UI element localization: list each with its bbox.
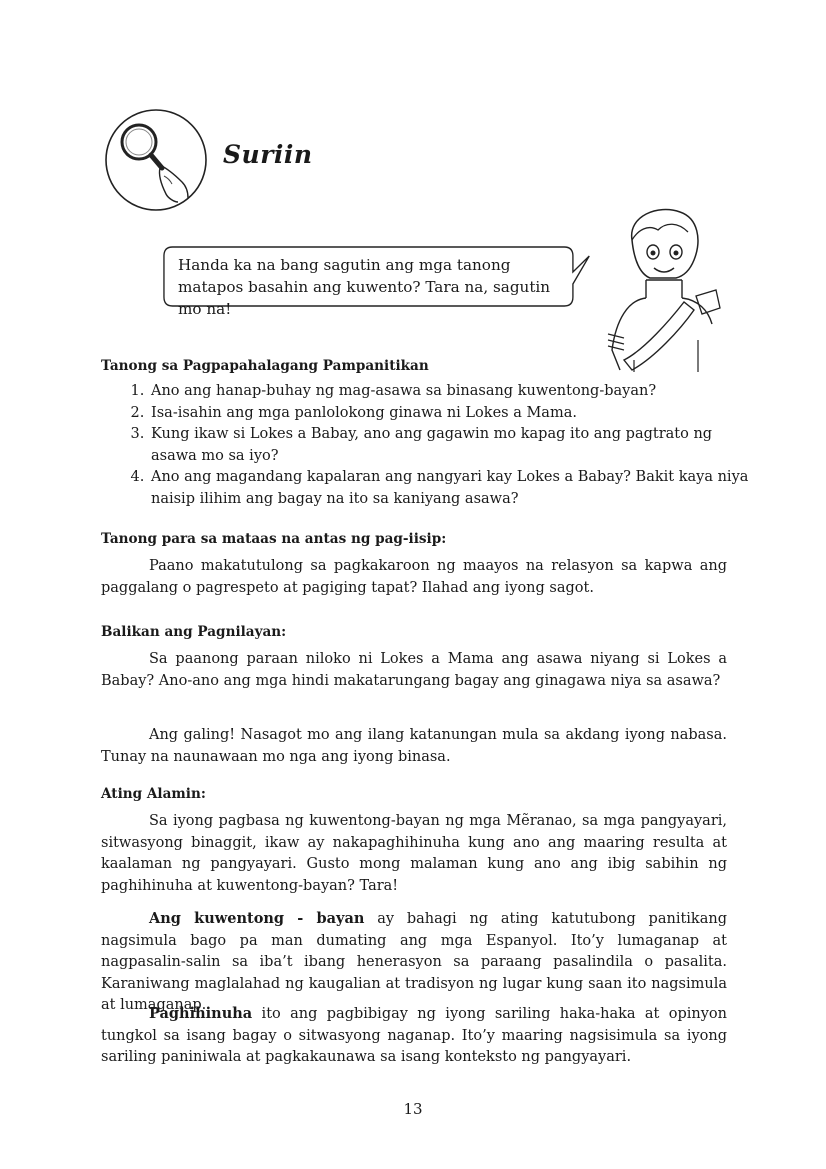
- question-item: 3. Kung ikaw si Lokes a Babay, ano ang gagawin mo kapag ito ang pagtrato ng asawa mo sa iyo?: [149, 424, 759, 467]
- section-heading-mataas: Tanong para sa mataas na antas ng pag-iisip:: [101, 531, 447, 547]
- paragraph-text: Sa iyong pagbasa ng kuwentong-bayan ng mga Mẽranao, sa mga pangyayari, sitwasyong binaggit, ikaw ay nakapaghihinuha kung ano ang maaring resulta at kaalaman ng pangyayari. Gusto mong malaman kung ano ang ibig sabihin ng paghihinuha at kuwentong-bayan? Tara!: [101, 813, 727, 894]
- section-heading-balikan: Balikan ang Pagnilayan:: [101, 624, 287, 640]
- paragraph-balikan-1: [101, 649, 727, 692]
- definition-paghihinuha: ito ang pagbibigay ng iyong sariling haka-haka at opinyon tungkol sa isang bagay o sitwasyong naganap. Ito’y maaring nagsisimula sa iyong sariling paniniwala at pagkakaunawa sa isang konteksto ng pangyayari.: [101, 1006, 727, 1065]
- paragraph-balikan-2: [101, 725, 727, 768]
- paragraph-paghihinuha: [101, 1003, 727, 1069]
- term-kuwentong-bayan: Ang kuwentong - bayan: [149, 910, 365, 927]
- page-number: 13: [403, 1100, 423, 1118]
- question-item: 4. Ano ang magandang kapalaran ang nangyari kay Lokes a Babay? Bakit kaya niya naisip ilihim ang bagay na ito sa kaniyang asawa?: [149, 467, 759, 510]
- question-item: 2. Isa-isahin ang mga panlolokong ginawa ni Lokes a Mama.: [149, 403, 759, 425]
- boy-character-icon: [598, 200, 728, 372]
- section-heading-alamin: Ating Alamin:: [101, 786, 206, 802]
- magnifying-glass-icon: [104, 108, 208, 212]
- section-title: Suriin: [223, 140, 313, 169]
- question-item: 1. Ano ang hanap-buhay ng mag-asawa sa binasang kuwentong-bayan?: [149, 381, 759, 403]
- term-paghihinuha: Paghihinuha: [149, 1005, 253, 1022]
- paragraph-text: Paano makatutulong sa pagkakaroon ng maayos na relasyon sa kapwa ang paggalang o pagrespeto at pagiging tapat? Ilahad ang iyong sagot.: [101, 558, 727, 596]
- paragraph-mataas: [101, 556, 727, 599]
- paragraph-text: Sa paanong paraan niloko ni Lokes a Mama ang asawa niyang si Lokes a Babay? Ano-ano ang mga hindi makatarungang bagay ang ginagawa niya sa asawa?: [101, 651, 727, 689]
- speech-bubble-text: Handa ka na bang sagutin ang mga tanong matapos basahin ang kuwento? Tara na, sagutin mo na!: [178, 256, 551, 318]
- question-list: [121, 381, 759, 510]
- paragraph-alamin: [101, 811, 727, 897]
- paragraph-text: Ang galing! Nasagot mo ang ilang katanungan mula sa akdang iyong nabasa. Tunay na naunawaan mo nga ang iyong binasa.: [101, 727, 727, 765]
- section-heading-pampanitikan: Tanong sa Pagpapahalagang Pampanitikan: [101, 358, 429, 374]
- paragraph-kuwentong-bayan: [101, 908, 727, 1017]
- definition-kuwentong-bayan: ay bahagi ng ating katutubong panitikang nagsimula bago pa man dumating ang mga Espanyol. Ito’y lumaganap at nagpasalin-salin sa iba’t ibang henerasyon sa paraang pasalindila o pasalita. Karaniwang maglalahad ng kaugalian at tradisyon ng lugar kung saan ito nagsimula at lumaganap.: [101, 911, 727, 1013]
